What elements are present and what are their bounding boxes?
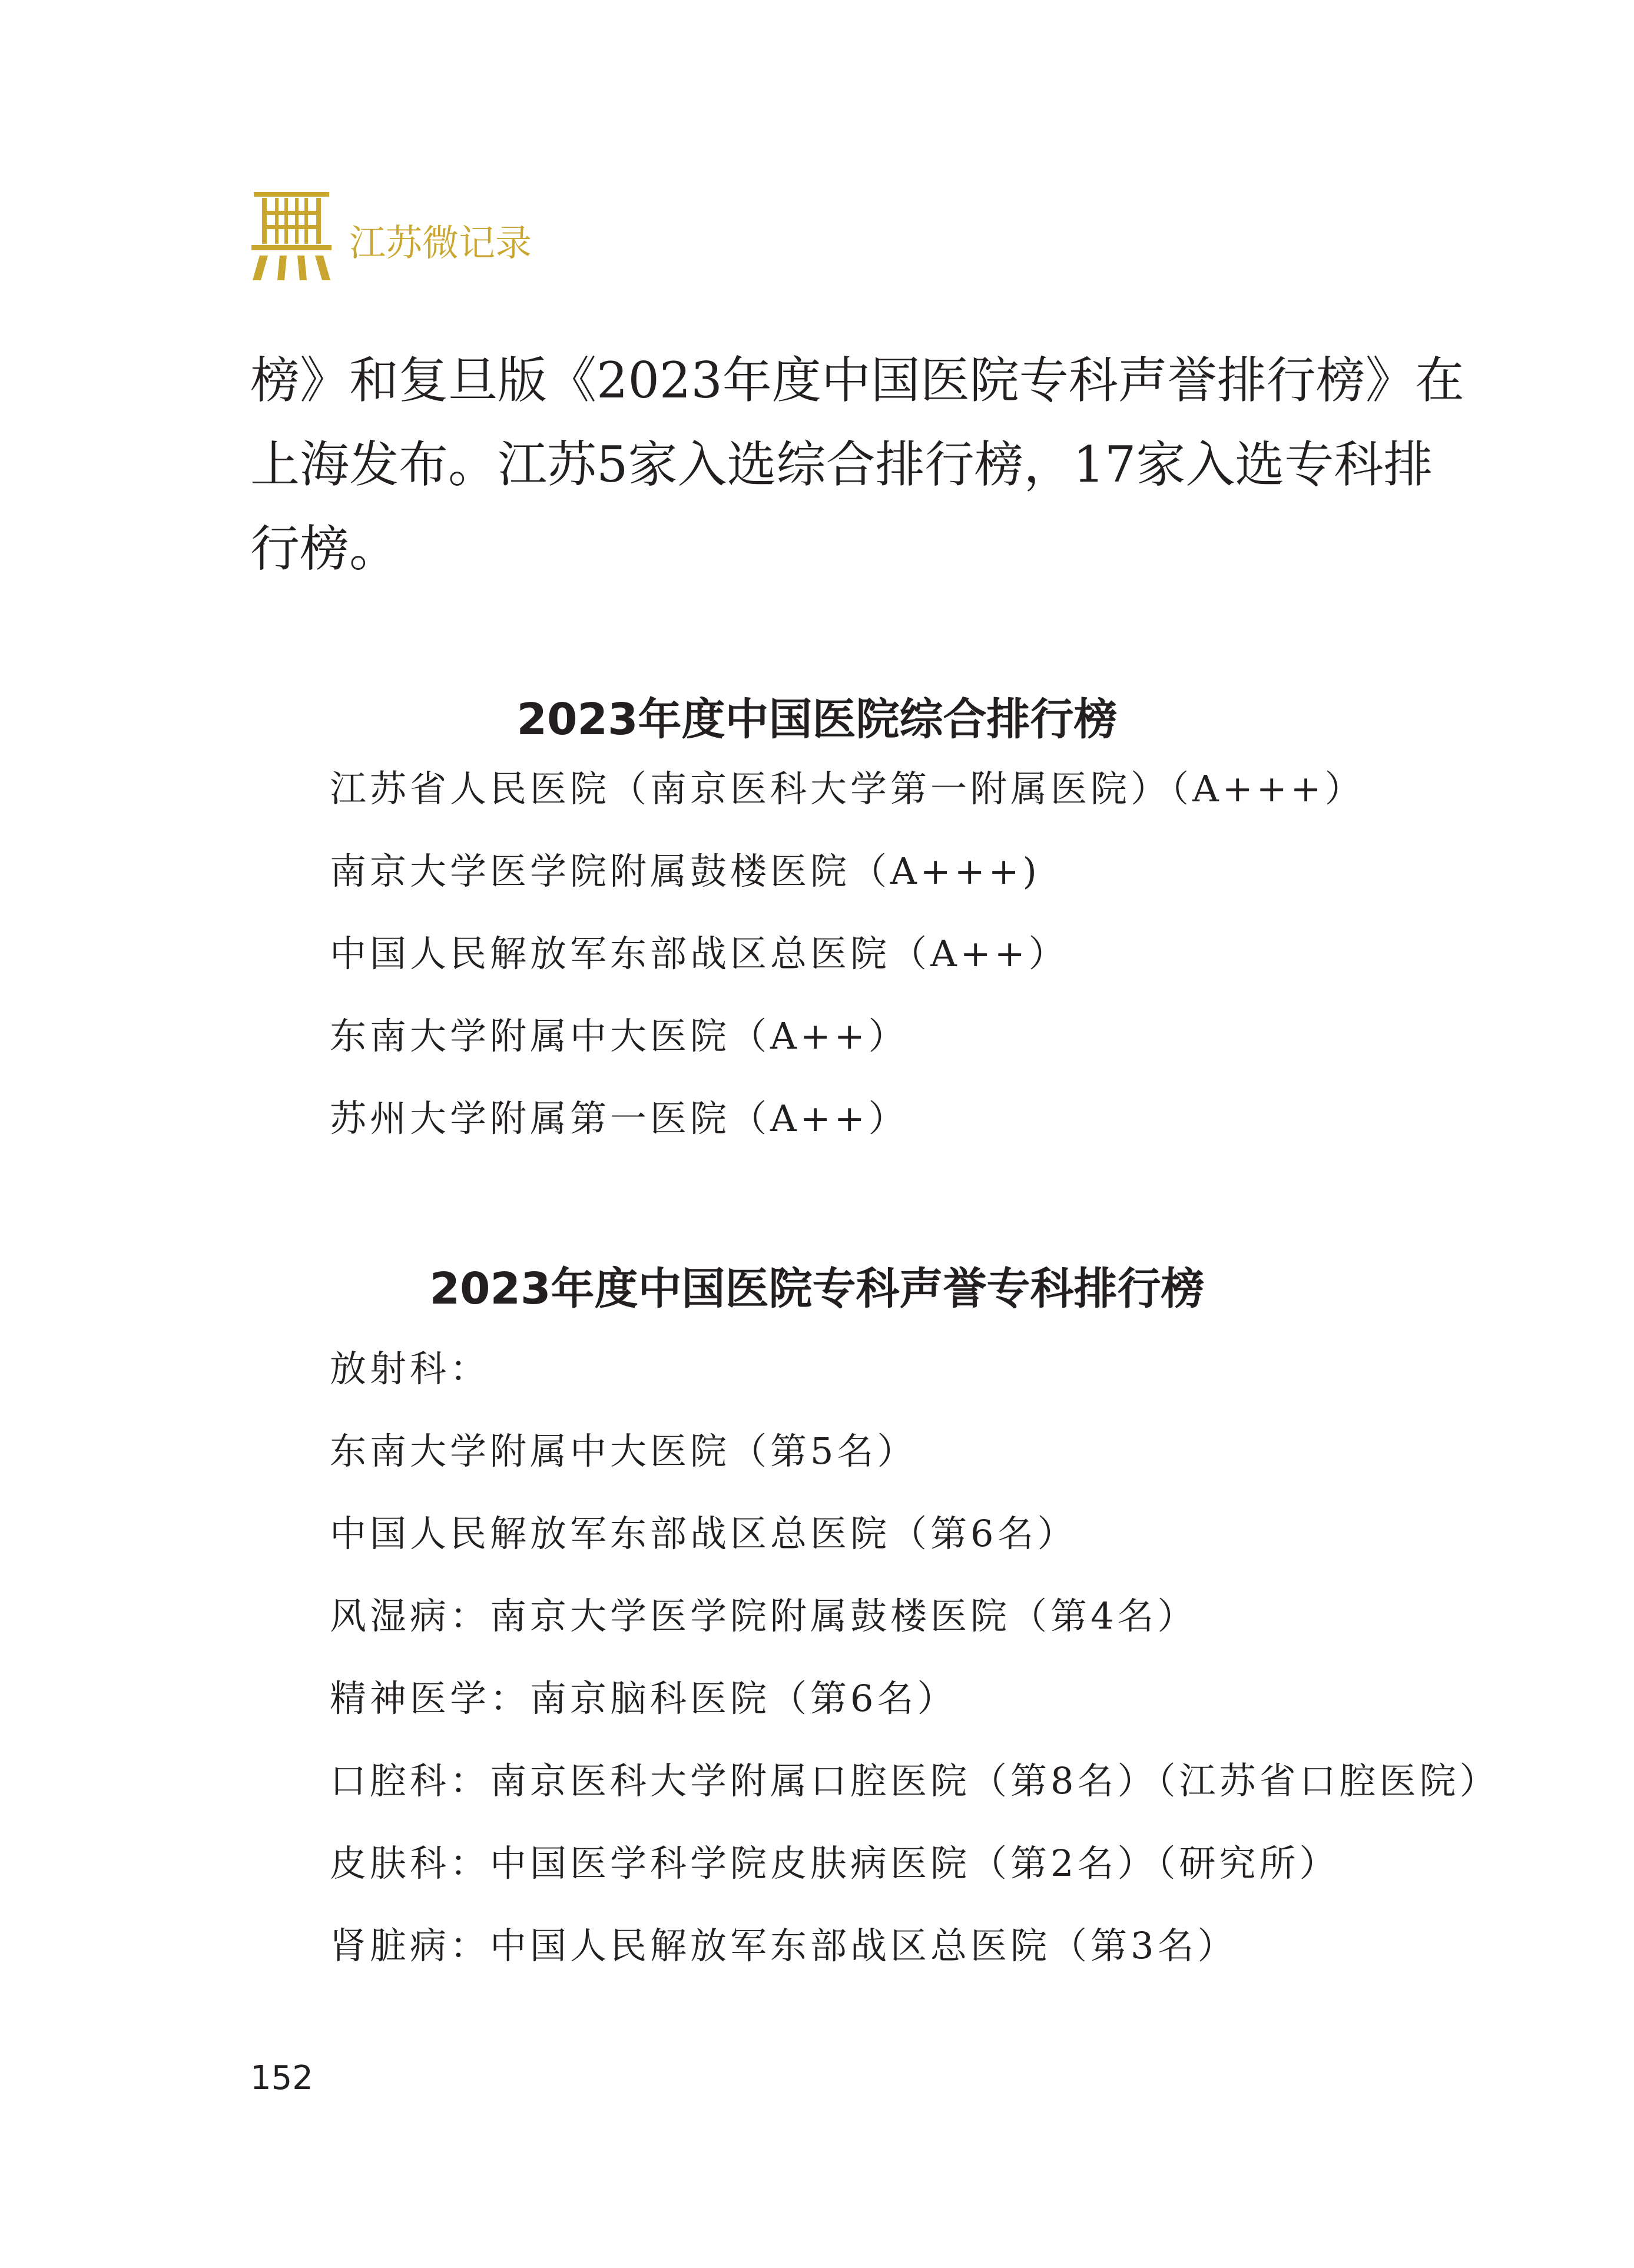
- comprehensive-ranking-list: [330, 748, 1365, 1160]
- list-item: 东南大学附属中大医院（第5名）: [330, 1430, 917, 1473]
- list-item: 江苏省人民医院（南京医科大学第一附属医院）（A+++）: [330, 767, 1365, 810]
- section-name: 江苏微记录: [349, 221, 532, 264]
- intro-line: 上海发布。江苏5家入选综合排行榜，17家入选专科排: [250, 436, 1433, 493]
- specialty-ranking-title: 2023年度中国医院专科声誉专科排行榜: [429, 1264, 1205, 1314]
- specialty-ranking-list: [330, 1328, 1499, 1987]
- intro-line: 榜》和复旦版《2023年度中国医院专科声誉排行榜》在: [250, 352, 1464, 409]
- list-item: 风湿病：南京大学医学院附属鼓楼医院（第4名）: [330, 1594, 1198, 1637]
- list-item: 皮肤科：中国医学科学院皮肤病医院（第2名）（研究所）: [330, 1842, 1340, 1885]
- comprehensive-ranking-title: 2023年度中国医院综合排行榜: [516, 694, 1118, 745]
- intro-line: 行榜。: [250, 520, 399, 578]
- section-header: [250, 190, 532, 284]
- list-item: 东南大学附属中大医院（A++）: [330, 1014, 909, 1057]
- yan-seal-logo-icon: [250, 190, 333, 284]
- list-item: 口腔科：南京医科大学附属口腔医院（第8名）（江苏省口腔医院）: [330, 1759, 1500, 1802]
- list-item: 苏州大学附属第一医院（A++）: [330, 1097, 909, 1140]
- list-item: 南京大学医学院附属鼓楼医院（A+++): [330, 850, 1040, 893]
- list-item: 放射科：: [330, 1347, 490, 1390]
- list-item: 中国人民解放军东部战区总医院（A++）: [330, 932, 1069, 975]
- list-item: 精神医学：南京脑科医院（第6名）: [330, 1677, 957, 1720]
- page-number: 152: [250, 2059, 313, 2097]
- intro-paragraph: [250, 339, 1464, 591]
- list-item: 肾脏病：中国人民解放军东部战区总医院（第3名）: [330, 1924, 1238, 1967]
- list-item: 中国人民解放军东部战区总医院（第6名）: [330, 1512, 1078, 1555]
